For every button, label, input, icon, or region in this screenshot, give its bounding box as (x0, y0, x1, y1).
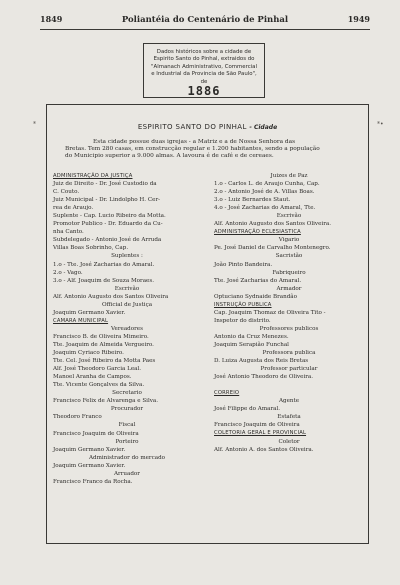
entry-line: João Pinto Bandeira. (214, 261, 273, 268)
role-label: Professor particular (260, 366, 318, 373)
role-label: Coletor (278, 438, 300, 445)
intro-line: Esta cidade possue duas igrejas - a Matriz e a de Nossa Senhora das (93, 139, 296, 145)
source-notice-text: Dados históricos sobre a cidade de Espirito Santo do Pinhal, extraidos do "Almanach Administrativo, Commercial e Industrial da Provincia de São Paulo", de (151, 49, 257, 85)
entry-line: 1.o - Tte. José Zacharias do Amaral. (53, 261, 155, 268)
page-header (40, 14, 370, 28)
entry-line: Villas Boas Sobrinho, Cap. (53, 245, 129, 252)
entry-line: D. Luiza Augusta dos Reis Bretas (214, 358, 309, 365)
entry-line: 2.o - Antonio José de A. Villas Boas. (214, 189, 315, 196)
section-title-text: ESPIRITO SANTO DO PINHAL (137, 123, 247, 131)
entry-line: 3.o - Luiz Bernardes Staut. (214, 197, 291, 204)
section-heading: ADMINISTRAÇÃO DA JUSTIÇA (53, 173, 133, 179)
entry-line: Francisco Joaquim de Oliveira (214, 422, 300, 429)
entry-line: José Filippe do Amaral. (214, 406, 281, 413)
entry-line: Optuciano Sydnaide Brandão (214, 293, 297, 300)
entry-line (214, 381, 364, 389)
source-notice-year: 1886 (187, 84, 221, 99)
section-heading: CORREIO (214, 390, 240, 397)
content-box (46, 104, 369, 544)
entry-line: Joaquim Germano Xavier. (53, 462, 126, 469)
role-label: Procurador (110, 406, 144, 413)
entry-line: 4.o - José Zacharias do Amaral, Tte. (214, 205, 316, 212)
entry-line: Tte. Cel. José Ribeiro da Motta Paes (53, 358, 156, 365)
role-label: Professores publicos (259, 325, 319, 332)
section-heading: ADMINISTRAÇÃO ECLESIASTICA (214, 229, 301, 236)
role-label: Agente (278, 398, 300, 405)
margin-mark-right: *• (377, 121, 384, 128)
intro-line: do Municipio superior a 9.000 almas. A lavoura é de café e de cereaes. (65, 153, 274, 160)
role-label: Juizes de Paz (270, 173, 308, 179)
entry-line: nha Canto. (53, 229, 84, 236)
entry-line: Juiz de Direito - Dr. José Custodio da (53, 181, 157, 188)
entry-line: Francisco Joaquim de Oliveira (53, 430, 139, 437)
entry-line: Francisco Felix de Alvarenga e Silva. (53, 398, 159, 405)
right-column (214, 172, 364, 454)
section-heading: CAMARA MUNICIPAL (53, 317, 109, 324)
source-notice-box (143, 43, 265, 98)
role-label: Porteiro (115, 438, 139, 445)
section-heading: COLETORIA GERAL E PROVINCIAL (214, 430, 307, 437)
entry-line: Pe. José Daniel de Carvalho Montenegro. (214, 245, 331, 252)
left-column (53, 172, 201, 486)
entry-line: Alf. Antonio Augusto dos Santos Oliveira (53, 293, 169, 300)
role-label: Vereadores (111, 325, 143, 332)
header-year-left: 1849 (40, 14, 63, 24)
entry-line: Joaquim Cyriaco Ribeiro. (53, 350, 124, 357)
entry-line: Tte. Joaquim de Almeida Vergueiro. (53, 341, 154, 348)
entry-line: Subdelegado - Antonio José de Arruda (53, 237, 162, 244)
role-label: Armador (276, 285, 302, 292)
entry-line: Alf. José Theodoro Garcia Leal. (53, 366, 142, 373)
entry-line: Alf. Antonio Augusto dos Santos Oliveira. (214, 221, 331, 228)
section-title (47, 123, 368, 131)
entry-line: Promotor Publico - Dr. Eduardo da Cu- (53, 221, 163, 228)
entry-line: Theodoro Franco (53, 414, 102, 421)
role-label: Sacristão (275, 253, 303, 260)
role-label: Suplentes : (111, 253, 143, 260)
role-label: Estafeta (277, 414, 301, 421)
entry-line: Francisco B. de Oliveira Mimeiro. (53, 333, 149, 340)
role-label: Professora publica (262, 350, 316, 357)
header-year-right: 1949 (347, 14, 370, 24)
entry-line: Joaquim Germano Xavier. (53, 446, 126, 453)
role-label: Vigario (278, 237, 300, 244)
entry-line: Antonio da Cruz Menezes. (214, 333, 289, 340)
margin-mark-left: * (33, 121, 36, 128)
entry-line: Tte. Vicente Gonçalves da Silva. (53, 382, 145, 389)
intro-paragraph (65, 139, 352, 161)
entry-line: Inspetor do distrito. (214, 317, 271, 324)
role-label: Escrivão (276, 213, 302, 220)
entry-line: 3.o - Alf. Joaquim de Souza Moraes. (53, 277, 155, 284)
entry-line: C. Couto. (53, 189, 80, 196)
entry-line: José Antonio Theodoro de Oliveira. (214, 374, 314, 381)
entry-line: Joaquim Germano Xavier. (53, 309, 126, 316)
section-heading: INSTRUÇÃO PUBLICA (214, 301, 272, 308)
role-label: Arruador (114, 470, 140, 477)
role-label: Fabriqueiro (272, 269, 306, 276)
entry-line: Joaquim Serapião Funchal (214, 341, 289, 348)
entry-line: Manoel Aranha de Campos. (53, 374, 132, 381)
role-label: Administrador do mercado (88, 454, 166, 461)
role-label: Official de Justiça (101, 301, 153, 308)
entry-line: Alf. Antonio A. dos Santos Oliveira. (214, 446, 314, 453)
role-label: Secretario (112, 390, 142, 397)
entry-line: Suplente - Cap. Lucio Ribeiro da Motta. (53, 213, 166, 220)
section-subtitle: - Cidade (249, 124, 278, 131)
entry-line: 1.o - Carlos L. de Araujo Cunha, Cap. (214, 181, 320, 188)
role-label: Fiscal (118, 422, 136, 429)
entry-line: Cap. Joaquim Thomaz de Oliveira Tito - (214, 309, 326, 316)
intro-line: Bretas. Tem 280 casas, em construcção regular e 1.200 habitantes, sendo a população (65, 146, 320, 153)
header-rule (40, 29, 370, 30)
role-label: Escrivão (114, 285, 140, 292)
entry-line: Tte. José Zacharias do Amaral. (214, 277, 302, 284)
entry-line: 2.o - Vago. (53, 269, 83, 276)
entry-line: Juiz Municipal - Dr. Lindolpho H. Cer- (53, 197, 161, 204)
entry-line: rea de Araujo. (53, 205, 94, 212)
header-title: Poliantéia do Centenário de Pinhal (121, 15, 289, 25)
entry-line: Francisco Franco da Rocha. (53, 478, 133, 485)
